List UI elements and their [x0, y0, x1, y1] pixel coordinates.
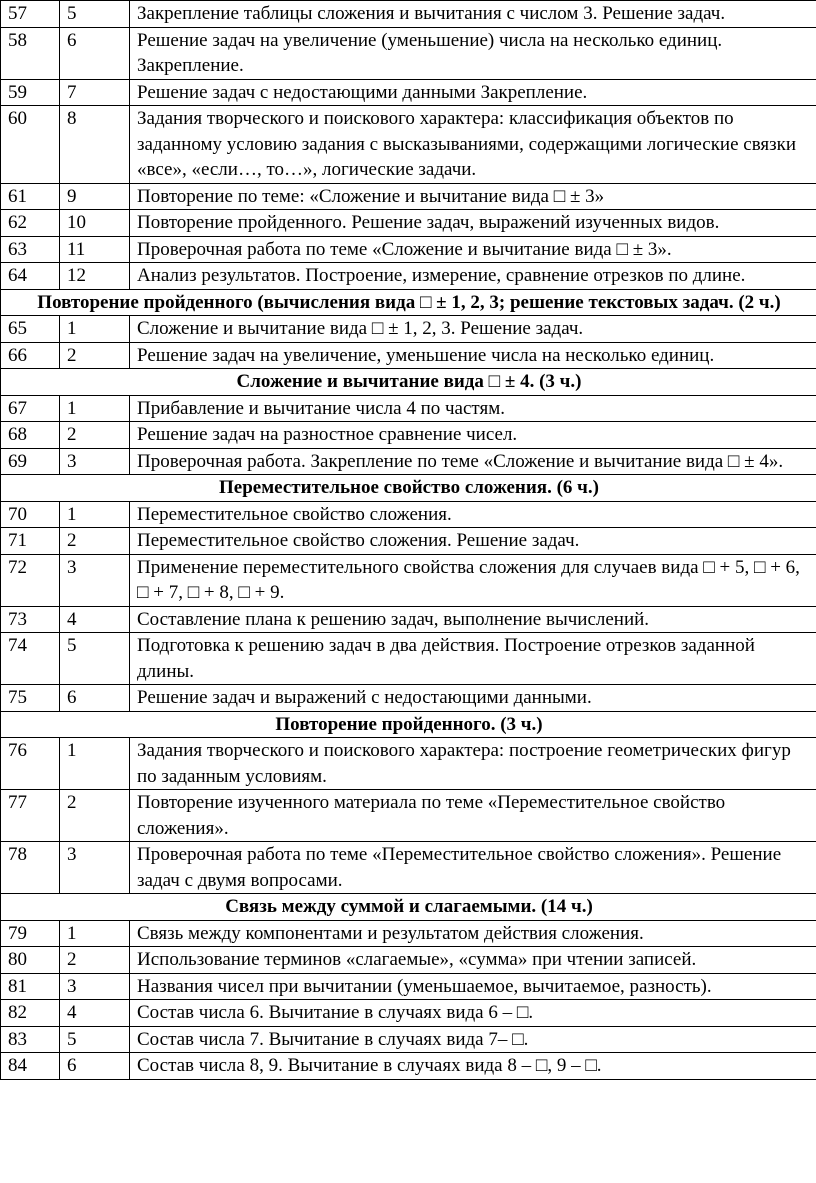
lesson-sub-number: 2	[60, 528, 130, 555]
lesson-number: 73	[1, 606, 60, 633]
lesson-sub-number: 1	[60, 920, 130, 947]
lesson-sub-number: 6	[60, 27, 130, 79]
table-row	[1, 973, 816, 1000]
table-row	[1, 448, 816, 475]
lesson-plan-body	[1, 1, 816, 1080]
lesson-number: 71	[1, 528, 60, 555]
lesson-number: 82	[1, 1000, 60, 1027]
lesson-topic: Проверочная работа по теме «Переместительное свойство сложения». Решение задач с двумя вопросами.	[130, 842, 816, 894]
lesson-sub-number: 6	[60, 685, 130, 712]
lesson-number: 61	[1, 183, 60, 210]
lesson-number: 74	[1, 633, 60, 685]
table-row	[1, 790, 816, 842]
lesson-topic: Использование терминов «слагаемые», «сумма» при чтении записей.	[130, 947, 816, 974]
lesson-topic: Повторение по теме: «Сложение и вычитание вида □ ± 3»	[130, 183, 816, 210]
lesson-topic: Сложение и вычитание вида □ ± 1, 2, 3. Решение задач.	[130, 316, 816, 343]
lesson-number: 67	[1, 395, 60, 422]
table-row	[1, 79, 816, 106]
lesson-topic: Названия чисел при вычитании (уменьшаемое, вычитаемое, разность).	[130, 973, 816, 1000]
lesson-topic: Задания творческого и поискового характера: построение геометрических фигур по заданным условиям.	[130, 738, 816, 790]
lesson-number: 79	[1, 920, 60, 947]
lesson-number: 76	[1, 738, 60, 790]
lesson-topic: Решение задач с недостающими данными Закрепление.	[130, 79, 816, 106]
lesson-number: 83	[1, 1026, 60, 1053]
table-row	[1, 947, 816, 974]
table-row	[1, 316, 816, 343]
table-row	[1, 236, 816, 263]
lesson-number: 80	[1, 947, 60, 974]
lesson-number: 60	[1, 106, 60, 184]
lesson-topic: Связь между компонентами и результатом действия сложения.	[130, 920, 816, 947]
section-header-row	[1, 289, 816, 316]
lesson-topic: Повторение пройденного. Решение задач, выражений изученных видов.	[130, 210, 816, 237]
lesson-sub-number: 5	[60, 1026, 130, 1053]
table-row	[1, 422, 816, 449]
table-row	[1, 1053, 816, 1080]
lesson-number: 64	[1, 263, 60, 290]
lesson-number: 65	[1, 316, 60, 343]
lesson-number: 84	[1, 1053, 60, 1080]
lesson-sub-number: 2	[60, 790, 130, 842]
lesson-topic: Состав числа 7. Вычитание в случаях вида 7– □.	[130, 1026, 816, 1053]
lesson-sub-number: 3	[60, 554, 130, 606]
lesson-topic: Переместительное свойство сложения.	[130, 501, 816, 528]
section-header-row	[1, 894, 816, 921]
lesson-topic: Состав числа 6. Вычитание в случаях вида 6 – □.	[130, 1000, 816, 1027]
section-title: Связь между суммой и слагаемыми. (14 ч.)	[1, 894, 816, 921]
lesson-number: 81	[1, 973, 60, 1000]
lesson-sub-number: 4	[60, 1000, 130, 1027]
table-row	[1, 554, 816, 606]
lesson-number: 78	[1, 842, 60, 894]
lesson-topic: Состав числа 8, 9. Вычитание в случаях вида 8 – □, 9 – □.	[130, 1053, 816, 1080]
table-row	[1, 1000, 816, 1027]
section-title: Повторение пройденного (вычисления вида □ ± 1, 2, 3; решение текстовых задач. (2 ч.)	[1, 289, 816, 316]
lesson-sub-number: 3	[60, 973, 130, 1000]
lesson-number: 57	[1, 1, 60, 28]
lesson-sub-number: 5	[60, 1, 130, 28]
lesson-sub-number: 2	[60, 422, 130, 449]
lesson-sub-number: 1	[60, 395, 130, 422]
lesson-sub-number: 1	[60, 738, 130, 790]
lesson-sub-number: 2	[60, 342, 130, 369]
table-row	[1, 1, 816, 28]
lesson-sub-number: 12	[60, 263, 130, 290]
table-row	[1, 395, 816, 422]
lesson-topic: Подготовка к решению задач в два действия. Построение отрезков заданной длины.	[130, 633, 816, 685]
table-row	[1, 183, 816, 210]
section-title: Повторение пройденного. (3 ч.)	[1, 711, 816, 738]
lesson-sub-number: 1	[60, 501, 130, 528]
lesson-number: 70	[1, 501, 60, 528]
lesson-topic: Применение переместительного свойства сложения для случаев вида □ + 5, □ + 6, □ + 7, □ + 8, □ + 9.	[130, 554, 816, 606]
table-row	[1, 842, 816, 894]
lesson-number: 69	[1, 448, 60, 475]
table-row	[1, 210, 816, 237]
lesson-sub-number: 11	[60, 236, 130, 263]
table-row	[1, 606, 816, 633]
lesson-sub-number: 2	[60, 947, 130, 974]
lesson-number: 59	[1, 79, 60, 106]
lesson-sub-number: 4	[60, 606, 130, 633]
lesson-number: 68	[1, 422, 60, 449]
lesson-sub-number: 3	[60, 448, 130, 475]
section-title: Переместительное свойство сложения. (6 ч.)	[1, 475, 816, 502]
lesson-sub-number: 7	[60, 79, 130, 106]
lesson-sub-number: 3	[60, 842, 130, 894]
lesson-topic: Проверочная работа. Закрепление по теме «Сложение и вычитание вида □ ± 4».	[130, 448, 816, 475]
table-row	[1, 501, 816, 528]
lesson-sub-number: 9	[60, 183, 130, 210]
lesson-topic: Закрепление таблицы сложения и вычитания с числом 3. Решение задач.	[130, 1, 816, 28]
lesson-topic: Решение задач на увеличение (уменьшение) числа на несколько единиц. Закрепление.	[130, 27, 816, 79]
section-title: Сложение и вычитание вида □ ± 4. (3 ч.)	[1, 369, 816, 396]
table-row	[1, 1026, 816, 1053]
lesson-sub-number: 6	[60, 1053, 130, 1080]
lesson-number: 58	[1, 27, 60, 79]
lesson-topic: Анализ результатов. Построение, измерение, сравнение отрезков по длине.	[130, 263, 816, 290]
table-row	[1, 685, 816, 712]
table-row	[1, 263, 816, 290]
lesson-number: 75	[1, 685, 60, 712]
table-row	[1, 27, 816, 79]
table-row	[1, 633, 816, 685]
section-header-row	[1, 711, 816, 738]
lesson-topic: Решение задач и выражений с недостающими данными.	[130, 685, 816, 712]
section-header-row	[1, 475, 816, 502]
lesson-topic: Решение задач на увеличение, уменьшение числа на несколько единиц.	[130, 342, 816, 369]
lesson-topic: Прибавление и вычитание числа 4 по частям.	[130, 395, 816, 422]
lesson-sub-number: 8	[60, 106, 130, 184]
table-row	[1, 528, 816, 555]
lesson-number: 66	[1, 342, 60, 369]
table-row	[1, 342, 816, 369]
lesson-sub-number: 1	[60, 316, 130, 343]
table-row	[1, 920, 816, 947]
lesson-topic: Составление плана к решению задач, выполнение вычислений.	[130, 606, 816, 633]
section-header-row	[1, 369, 816, 396]
lesson-topic: Повторение изученного материала по теме «Переместительное свойство сложения».	[130, 790, 816, 842]
table-row	[1, 738, 816, 790]
lesson-sub-number: 5	[60, 633, 130, 685]
lesson-number: 62	[1, 210, 60, 237]
lesson-topic: Переместительное свойство сложения. Решение задач.	[130, 528, 816, 555]
lesson-number: 63	[1, 236, 60, 263]
lesson-sub-number: 10	[60, 210, 130, 237]
lesson-topic: Задания творческого и поискового характера: классификация объектов по заданному условию задания с высказываниями, содержащими логические связки «все», «если…, то…», логические задачи.	[130, 106, 816, 184]
table-row	[1, 106, 816, 184]
lesson-number: 77	[1, 790, 60, 842]
lesson-number: 72	[1, 554, 60, 606]
lesson-topic: Проверочная работа по теме «Сложение и вычитание вида □ ± 3».	[130, 236, 816, 263]
lesson-topic: Решение задач на разностное сравнение чисел.	[130, 422, 816, 449]
